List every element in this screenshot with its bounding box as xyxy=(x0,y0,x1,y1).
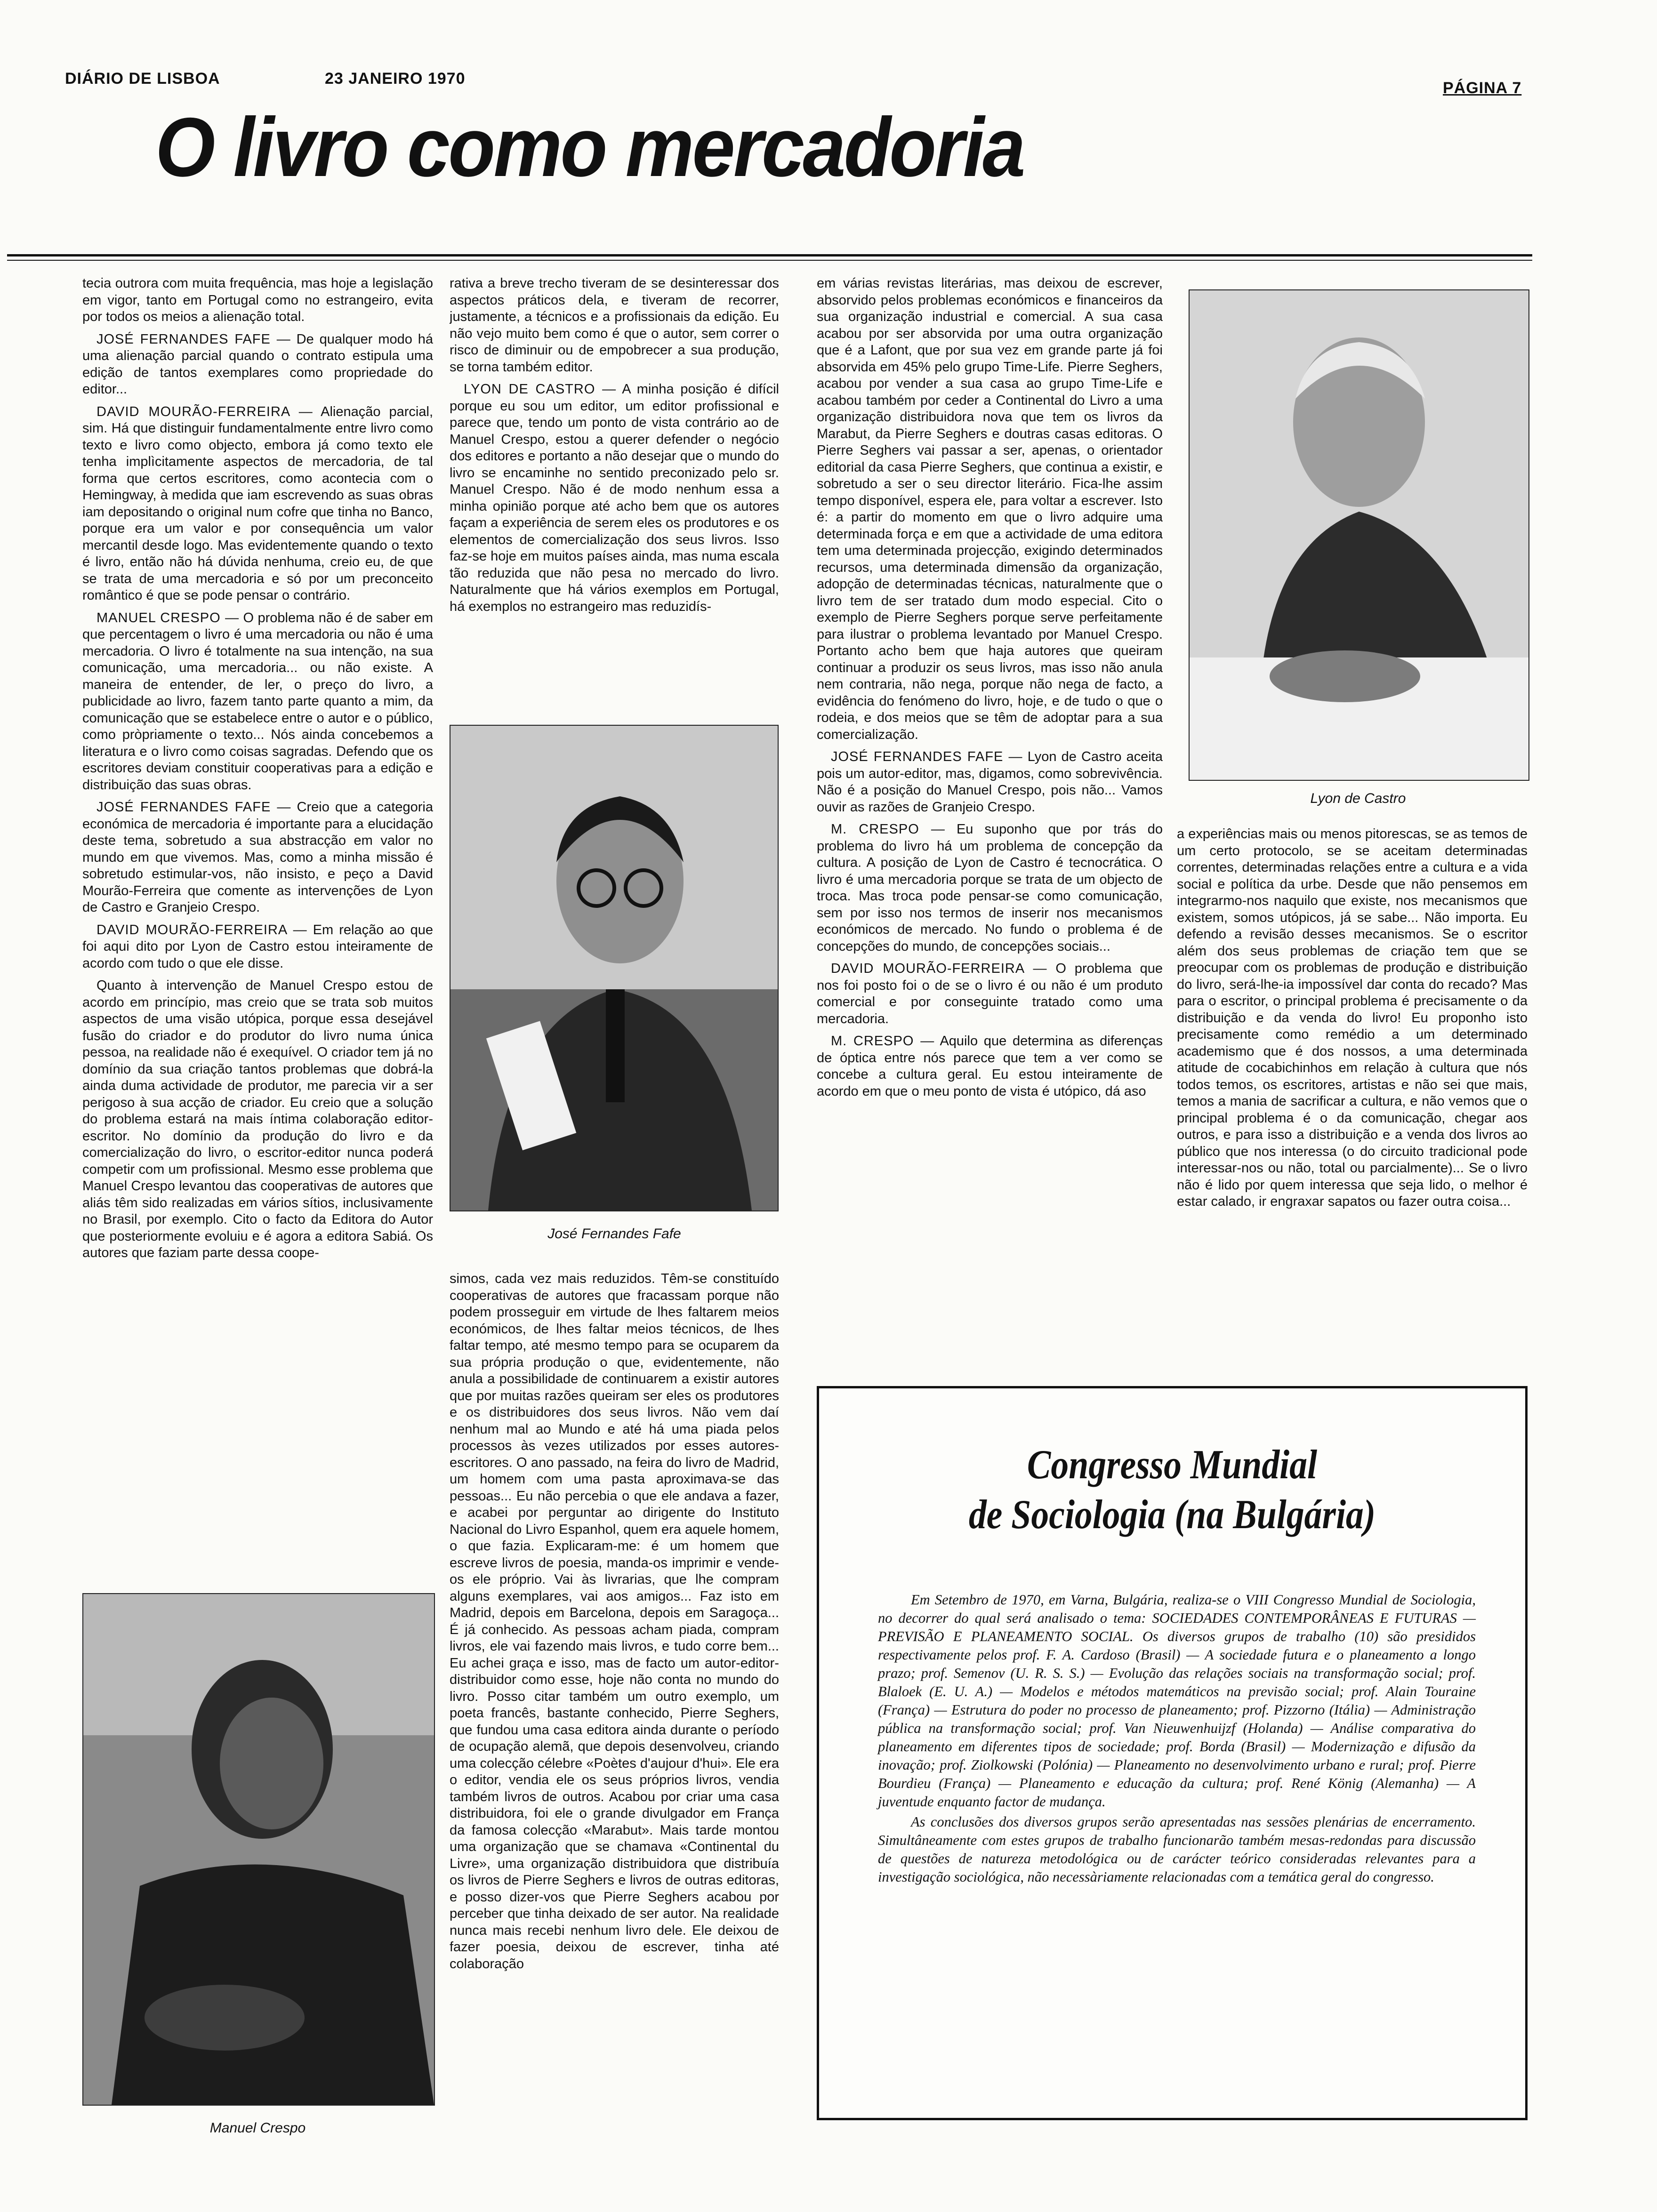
paragraph: DAVID MOURÃO-FERREIRA — O problema que nos foi posto foi o de se o livro é ou não é um produto comercial e por conseguinte tratado como uma mercadoria. xyxy=(817,961,1163,1026)
photo-manuel-crespo xyxy=(82,1593,435,2106)
boxed-article-congress xyxy=(817,1386,1528,2120)
paragraph: Quanto à intervenção de Manuel Crespo estou de acordo em princípio, mas creio que se trata sob muitos aspectos de uma visão utópica, porque essa desejável fusão do criador e do produtor do livro numa única pessoa, na realidade não é exequível. O criador tem já no domínio da sua criação tantos problemas que dobrá-la ainda duma actividade de produtor, me parecia vir a ser perigoso à sua acção de criador. Eu creio que a solução do problema estará na mais íntima colaboração editor-escritor. No domínio da produção do livro e da comercialização do livro, o escritor-editor nunca poderá competir com um profissional. Mesmo esse problema que Manuel Crespo levantou das cooperativas de autores que aliás têm sido realizadas em vários sítios, inclusivamente no Brasil, por exemplo. Cito o facto da Editora do Autor que posteriormente evoluiu e é agora a editora Sabiá. Os autores que faziam parte dessa coope- xyxy=(82,978,433,1260)
headline-rule-thin xyxy=(7,260,1532,261)
newspaper-name: DIÁRIO DE LISBOA xyxy=(65,70,220,88)
headline-rule xyxy=(7,254,1532,256)
paragraph: MANUEL CRESPO — O problema não é de saber em que percentagem o livro é uma mercadoria ou não é uma mercadoria. O livro é totalmente na sua intenção, na sua comunicação, uma mercadoria... ou não existe. A maneira de entender, de ler, o preço do livro, a publicidade ao livro, fazem tanto parte quanto a mim, da comunicação que se estabelece entre o autor e o público, como pròpriamente o texto... Nós ainda concebemos a literatura e o livro como coisas sagradas. Defendo que os escritores deviam constituir cooperativas para a edição e distribuição das suas obras. xyxy=(82,610,433,793)
column-2-bottom xyxy=(450,1271,779,2174)
box-paragraph: As conclusões dos diversos grupos serão apresentadas nas sessões plenárias de encerramento. Simultâneamente com estes grupos de trabalho funcionarão também mesas-redondas para discussão de questões de natureza metodológica ou de carácter teórico consideradas relevantes para a investigação sociológica, não necessàriamente relacionadas com a temática geral do congresso. xyxy=(878,1814,1476,1885)
caption-lyon-de-castro: Lyon de Castro xyxy=(1310,791,1406,806)
column-3 xyxy=(817,275,1163,1353)
paragraph: simos, cada vez mais reduzidos. Têm-se constituído cooperativas de autores que fracassam porque não podem prosseguir em virtude de lhes faltarem meios económicos, de lhes faltar meios técnicos, de lhes faltar tempo, até mesmo tempo para se ocuparem da sua própria produção o que, evidentemente, não anula a possibilidade de continuarem a existir autores que por muitas razões queiram ser eles os produtores e os distribuidores dos seus livros. Não vem daí nenhum mal ao Mundo e até há uma piada pelos processos às vezes utilizados por esses autores-escritores. O ano passado, na feira do livro de Madrid, um homem com uma pasta aproximava-se das pessoas... Eu não percebia o que ele andava a fazer, e acabei por perguntar ao dirigente do Instituto Nacional do Livro Espanhol, quem era aquele homem, o que fazia. Explicaram-me: é um homem que escreve livros de poesia, manda-os imprimir e vende-os ele próprio. Vai às livrarias, que lhe compram alguns exemplares, vai aos amigos... Faz isto em Madrid, depois em Barcelona, depois em Saragoça... É já conhecido. As pessoas acham piada, compram livros, ele vai fazendo mais livros, e tudo corre bem... Eu achei graça e isso, mas de facto um autor-editor-distribuidor como esse, hoje não conta no mundo do livro. Posso citar também um outro exemplo, um poeta francês, bastante conhecido, Pierre Seghers, que fundou uma casa editora ainda durante o período de ocupação alemã, que depois desenvolveu, criando uma colecção célebre «Poètes d'aujour d'hui». Ele era o editor, vendia ele os seus próprios livros, vendia também livros de outros. Acabou por criar uma casa distribuidora, foi ele o grande divulgador em França da famosa colecção «Marabut». Mais tarde montou uma organização que se chamava «Continental du Livre», uma organização distribuidora que distribuía os livros de Pierre Seghers e livros de outras editoras, e posso dizer-vos que Pierre Seghers acabou por perceber que tinha deixado de ser autor. Na realidade nunca mais recebi nenhum livro dele. Ele deixou de fazer poesia, deixou de escrever, tinha até colaboração xyxy=(450,1271,779,1972)
headline: O livro como mercadoria xyxy=(155,100,1024,194)
paragraph: JOSÉ FERNANDES FAFE — Lyon de Castro aceita pois um autor-editor, mas, digamos, como sobrevivência. Não é a posição do Manuel Crespo, pois não... Vamos ouvir as razões de Granjeio Crespo. xyxy=(817,749,1163,815)
paragraph: JOSÉ FERNANDES FAFE — Creio que a categoria económica de mercadoria é importante para a elucidação deste tema, sobretudo a sua abstracção em valor no mundo em que vivemos. Mas, como a minha missão é sobretudo estimular-vos, não insisto, e peço a David Mourão-Ferreira que comente as intervenções de Lyon de Castro e Granjeio Crespo. xyxy=(82,800,433,915)
caption-manuel-crespo: Manuel Crespo xyxy=(209,2120,306,2136)
column-1 xyxy=(82,275,433,1584)
paragraph: a experiências mais ou menos pitorescas, se as temos de um certo protocolo, se se aceitam determinadas correntes, determinadas relações entre a cultura e a vida social e política da urbe. Desde que não pensemos em integrarmo-nos naquilo que existe, nos mecanismos que existem, somos utópicos, já se sabe... Não importa. Eu defendo a revisão desses mecanismos. Se o escritor além dos seus problemas de criação tem que se preocupar com os problemas de produção e distribuição do livro, será-lhe-ia impossível dar conta do recado? Mas para o escritor, o principal problema é precisamente o da distribuição e da venda do livro! Eu proponho isto precisamente como remédio a um determinado academismo que é dos nossos, a uma determinada atitude de cocabichinhos em relação à cultura que nós todos temos, os escritores, artistas e não sei que mais, temos a mania de sacrificar a cultura, e não vemos que o principal problema é o da comunicação, chegar aos outros, e para isso a distribuição e a venda dos livros ao público que nos interessa (o do circuito tradicional pode interessar-nos ou não, total ou parcialmente)... Se o livro não é lido por quem interessa que seja lido, o melhor é estar calado, ir engraxar sapatos ou fazer outra coisa... xyxy=(1177,826,1528,1209)
paragraph: DAVID MOURÃO-FERREIRA — Em relação ao que foi aqui dito por Lyon de Castro estou inteiramente de acordo com tudo o que ele disse. xyxy=(82,922,433,971)
column-2-top xyxy=(450,275,779,718)
paragraph: rativa a breve trecho tiveram de se desinteressar dos aspectos práticos dela, e tiveram de recorrer, justamente, a técnicos e a profissionais da edição. Eu não vejo muito bem como é que o autor, sem correr o risco de diminuir ou de empobrecer a sua produção, se torna também editor. xyxy=(450,276,779,375)
box-title-line-1: Congresso Mundial xyxy=(1027,1442,1318,1488)
paragraph: M. CRESPO — Eu suponho que por trás do problema do livro há um problema de concepção da cultura. A posição de Lyon de Castro é tecnocrática. O livro é uma mercadoria porque se trata de um objecto de troca. Mas troca pode pensar-se como comunicação, sem por isso nos termos de inserir nos mecanismos económicos de mercado. No fundo o problema é de concepções do mundo, de concepções sociais... xyxy=(817,822,1163,954)
issue-date: 23 JANEIRO 1970 xyxy=(325,70,466,88)
caption-jose-fernandes-fafe: José Fernandes Fafe xyxy=(547,1226,681,1242)
column-4 xyxy=(1177,826,1528,1348)
paragraph: DAVID MOURÃO-FERREIRA — Alienação parcial, sim. Há que distinguir fundamentalmente entre livro como texto e livro como objecto, embora já como texto ele tenha implìcitamente aspectos de mercadoria, de tal forma que certos escritores, como acontecia com o Hemingway, à medida que iam escrevendo as suas obras iam depositando o original num cofre que tinha no Banco, porque era um valor e por consequência um valor mercantil desde logo. Mas evidentemente quando o texto é livro, então não há dúvida nenhuma, creio eu, de que se trata de uma mercadoria e só por um preconceito romântico é que se pode pensar o contrário. xyxy=(82,404,433,603)
box-paragraph: Em Setembro de 1970, em Varna, Bulgária, realiza-se o VIII Congresso Mundial de Sociologia, no decorrer do qual será analisado o tema: SOCIEDADES CONTEMPORÂNEAS E FUTURAS — PREVISÃO E PLANEAMENTO SOCIAL. Os diversos grupos de trabalho (10) são presididos respectivamente pelos prof. F. A. Cardoso (Brasil) — A sociedade futura e o planeamento a longo prazo; prof. Semenov (U. R. S. S.) — Evolução das relações sociais na transformação social; prof. Blaloek (E. U. A.) — Modelos e métodos matemáticos na previsão social; prof. Alain Touraine (França) — Estrutura do poder no processo de planeamento; prof. Pizzorno (Itália) — Administração pública na transformação social; prof. Van Nieuwenhuijzf (Holanda) — Análise comparativa do planeamento em diferentes tipos de sociedade; prof. Borda (Brasil) — Modernização e difusão da inovação; prof. Ziolkowski (Polónia) — Planeamento no desenvolvimento urbano e rural; prof. Pierre Bourdieu (França) — Planeamento e educação da cultura; prof. René König (Alemanha) — A juventude enquanto factor de mudança. xyxy=(878,1592,1476,1810)
page-number: PÁGINA 7 xyxy=(1443,79,1522,97)
photo-jose-fernandes-fafe xyxy=(450,725,779,1211)
paragraph: M. CRESPO — Aquilo que determina as diferenças de óptica entre nós parece que tem a ver como se concebe a cultura geral. Eu estou inteiramente de acordo em que o meu ponto de vista é utópico, dá aso xyxy=(817,1034,1163,1099)
paragraph: em várias revistas literárias, mas deixou de escrever, absorvido pelos problemas económicos e financeiros da sua organização industrial e comercial. A sua casa acabou por ser absorvida por uma outra organização que é a Lafont, que por sua vez em grande parte já foi absorvida em 45% pelo grupo Time-Life. Pierre Seghers, acabou por vender a sua casa ao grupo Time-Life e acabou também por ceder a Continental do Livro a uma organização distribuidora nova que tem os livros da Marabut, da Pierre Seghers e doutras casas editoras. O Pierre Seghers vai passar a ser, apenas, o orientador editorial da casa Pierre Seghers, que continua a existir, e sobretudo a ser o seu director literário. Fica-lhe assim tempo disponível, espera ele, para voltar a escrever. Isto é: a partir do momento em que o livro adquire uma determinada força e em que a actividade de uma editora tem uma determinada projecção, exigindo determinados recursos, uma determinada dimensão da organização, adopção de determinadas técnicas, naturalmente que o livro tem de ser tratado dum modo especial. Cito o exemplo de Pierre Seghers porque serve perfeitamente para ilustrar o problema levantado por Manuel Crespo. Portanto acho bem que haja autores que queiram continuar a produzir os seus livros, mas isso não anula nem contraria, não nega, porque não nega de facto, a evidência do fenómeno do livro, hoje, e de tudo o que o rodeia, e dos meios que se têm de adoptar para a sua comercialização. xyxy=(817,276,1163,742)
photo-lyon-de-castro xyxy=(1189,289,1529,781)
paragraph: LYON DE CASTRO — A minha posição é difícil porque eu sou um editor, um editor profissional e parece que, tendo um ponto de vista contrário ao de Manuel Crespo, estou a querer defender o negócio dos editores e portanto a não desejar que o mundo do livro se encaminhe no sentido preconizado pelo sr. Manuel Crespo. Não é de modo nenhum essa a minha opinião porque até acho bem que os autores façam a experiência de serem eles os produtores e os elementos de comercialização dos seus livros. Isso faz-se hoje em muitos países ainda, mas numa escala tão reduzida que não pesa no mercado do livro. Naturalmente que há vários exemplos em Portugal, há exemplos no estrangeiro mas reduzidís- xyxy=(450,382,779,614)
paragraph: JOSÉ FERNANDES FAFE — De qualquer modo há uma alienação parcial quando o contrato estipula uma edição de tantos exemplares como propriedade do editor... xyxy=(82,331,433,397)
box-title xyxy=(819,1440,1525,1540)
box-body xyxy=(878,1591,1476,1888)
paragraph: tecia outrora com muita frequência, mas hoje a legislação em vigor, tanto em Portugal como no estrangeiro, evita por todos os meios a alienação total. xyxy=(82,276,433,324)
box-title-line-2: de Sociologia (na Bulgária) xyxy=(968,1492,1376,1538)
